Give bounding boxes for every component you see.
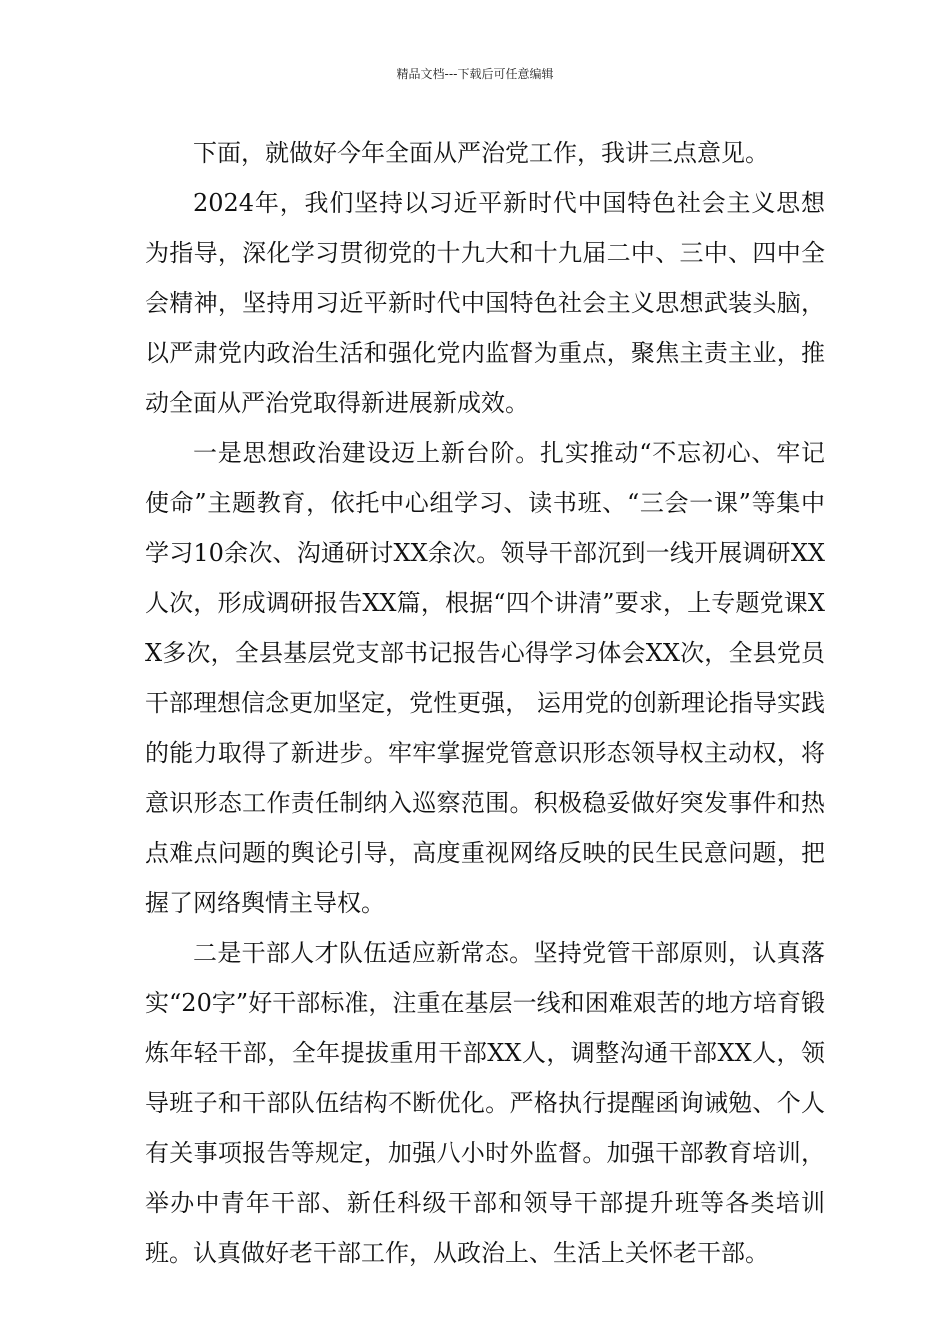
paragraph-cadre-team: 二是干部人才队伍适应新常态。坚持党管干部原则，认真落实“20字”好干部标准，注重在基层一线和困难艰苦的地方培育锻炼年轻干部，全年提拔重用干部XX人，调整沟通干部XX人，领导班子和干部队伍结构不断优化。严格执行提醒函询诫勉、个人有关事项报告等规定，加强八小时外监督。加强干部教育培训，举办中青年干部、新任科级干部和领导干部提升班等各类培训班。认真做好老干部工作，从政治上、生活上关怀老干部。	[145, 939, 825, 1267]
paragraph-intro: 下面，就做好今年全面从严治党工作，我讲三点意见。	[193, 139, 769, 167]
page-header: 精品文档---下载后可任意编辑	[396, 67, 554, 81]
document-body	[145, 128, 825, 1278]
paragraph-summary: 2024年，我们坚持以习近平新时代中国特色社会主义思想为指导，深化学习贯彻党的十九大和十九届二中、三中、四中全会精神，坚持用习近平新时代中国特色社会主义思想武装头脑，以严肃党内政治生活和强化党内监督为重点，聚焦主责主业，推动全面从严治党取得新进展新成效。	[145, 189, 825, 417]
paragraph-ideological-building: 一是思想政治建设迈上新台阶。扎实推动“不忘初心、牢记使命”主题教育，依托中心组学习、读书班、“三会一课”等集中学习10余次、沟通研讨XX余次。领导干部沉到一线开展调研XX人次，形成调研报告XX篇，根据“四个讲清”要求，上专题党课XX多次，全县基层党支部书记报告心得学习体会XX次，全县党员干部理想信念更加坚定，党性更强， 运用党的创新理论指导实践的能力取得了新进步。牢牢掌握党管意识形态领导权主动权，将意识形态工作责任制纳入巡察范围。积极稳妥做好突发事件和热点难点问题的舆论引导，高度重视网络反映的民生民意问题，把握了网络舆情主导权。	[145, 439, 825, 917]
